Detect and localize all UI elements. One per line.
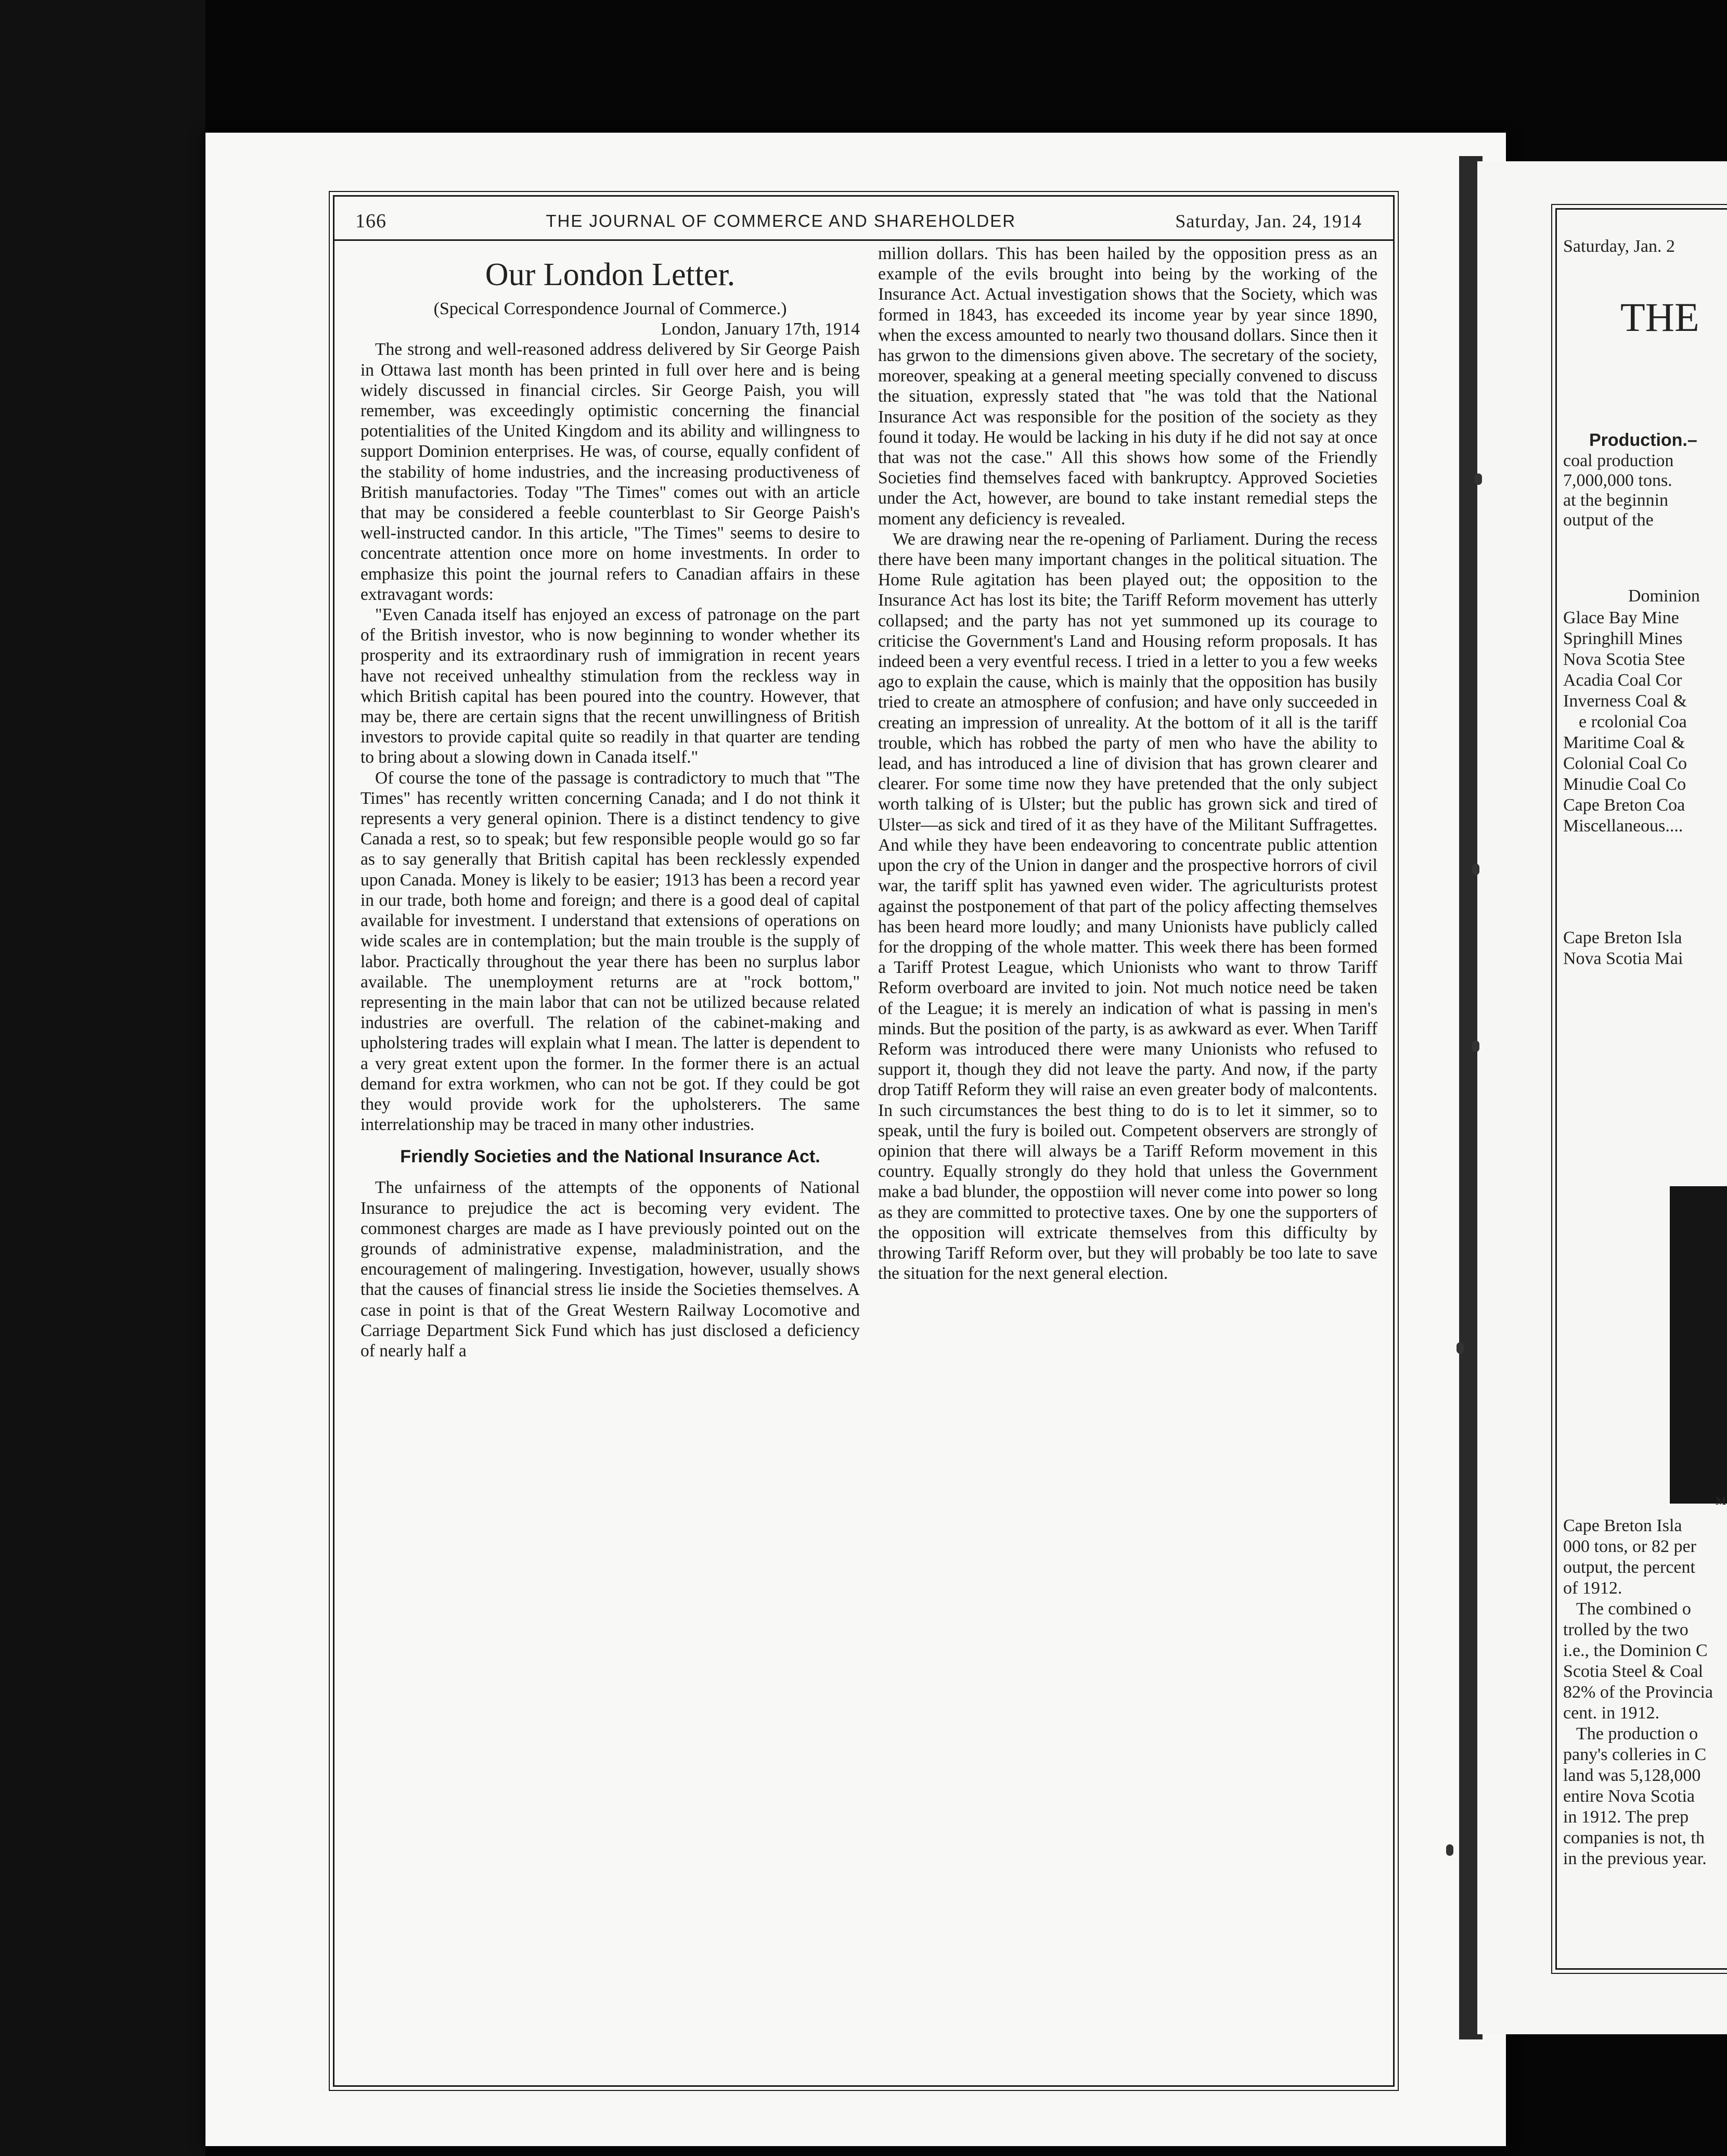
adjacent-table-line: Minudie Coal Co bbox=[1563, 775, 1686, 794]
adjacent-line: at the beginnin bbox=[1563, 491, 1669, 510]
right-column bbox=[878, 243, 1377, 1284]
scanner-margin bbox=[0, 0, 205, 2156]
page-header bbox=[334, 203, 1393, 241]
article-byline: (Specical Correspondence Journal of Commerce.) bbox=[433, 299, 787, 318]
adjacent-line: entire Nova Scotia bbox=[1563, 1787, 1695, 1806]
adjacent-line: Scotia Steel & Coal bbox=[1563, 1662, 1704, 1681]
left-column bbox=[360, 254, 860, 1361]
adjacent-table-line: Dominion bbox=[1628, 586, 1700, 606]
adjacent-line: The production o bbox=[1576, 1724, 1698, 1743]
adjacent-line: Production.– bbox=[1589, 430, 1697, 450]
newspaper-page bbox=[205, 133, 1506, 2146]
article-paragraph: The strong and well-reasoned address delivered by Sir George Paish in Ottawa last month has been printed in full over here and is being widely discussed in financial circles. Sir George Paish, you will remember, was exceedingly optimistic concerning the financial potentialities of the United Kingdom and its ability and willingness to support Dominion enterprises. He was, of course, equally confident of the stability of home industries, and the increasing productiveness of British manufactories. Today "The Times" comes out with an article that may be considered a feeble counterblast to Sir George Paish's well-instructed candor. In this article, "The Times" seems to desire to concentrate attention once more on home investments. In order to emphasize this point the journal refers to Canadian affairs in these extravagant words: bbox=[360, 340, 860, 604]
adjacent-line: cent. in 1912. bbox=[1563, 1703, 1660, 1723]
binding-hole bbox=[1472, 1041, 1479, 1052]
adjacent-table-line: e rcolonial Coa bbox=[1579, 712, 1687, 732]
issue-date: Saturday, Jan. 24, 1914 bbox=[1175, 211, 1362, 232]
adjacent-line: 82% of the Provincia bbox=[1563, 1683, 1713, 1702]
article-dateline: London, January 17th, 1914 bbox=[661, 319, 860, 339]
article-paragraph: The unfairness of the attempts of the opponents of National Insurance to prejudice the act is becoming very evident. The commonest charges are made as I have previously pointed out on the grounds of administrative expense, maladministration, and the encouragement of malingering. Investigation, however, usually shows that the causes of financial stress lie inside the Societies themselves. A case in point is that of the Great Western Railway Locomotive and Carriage Department Sick Fund which has just disclosed a deficiency of nearly half a bbox=[360, 1178, 860, 1361]
article-quote: "Even Canada itself has enjoyed an excess of patronage on the part of the British investor, who is now beginning to wonder whether its prosperity and its extraordinary rush of immigration in recent years have not received unhealthy stimulation from the reckless way in which British capital has been poured into the country. However, that may be, there are certain signs that the recent unwillingness of British investors to provide capital quite so readily in that quarter are tending to bring about a slowing down in Canada itself." bbox=[360, 605, 860, 767]
adjacent-line: companies is not, th bbox=[1563, 1828, 1705, 1847]
adjacent-table-line: Springhill Mines bbox=[1563, 629, 1683, 648]
adjacent-line: i.e., the Dominion C bbox=[1563, 1641, 1708, 1660]
adjacent-table-line: Colonial Coal Co bbox=[1563, 754, 1687, 773]
adjacent-table-line: Glace Bay Mine bbox=[1563, 608, 1679, 627]
adjacent-line: 000 tons, or 82 per bbox=[1563, 1537, 1696, 1556]
page-border bbox=[333, 195, 1395, 2087]
adjacent-table-line: Maritime Coal & bbox=[1563, 733, 1685, 752]
adjacent-table-line: Cape Breton Coa bbox=[1563, 795, 1685, 815]
adjacent-line: in 1912. The prep bbox=[1563, 1807, 1689, 1827]
adjacent-table-line: Inverness Coal & bbox=[1563, 691, 1687, 711]
adjacent-line: output, the percent bbox=[1563, 1558, 1695, 1577]
adjacent-table-line: Nova Scotia Stee bbox=[1563, 650, 1685, 669]
adjacent-line: of 1912. bbox=[1563, 1578, 1622, 1598]
adjacent-line: 7,000,000 tons. bbox=[1563, 471, 1672, 490]
binding-hole bbox=[1446, 1844, 1453, 1856]
binding-hole bbox=[1475, 473, 1482, 485]
adjacent-line: output of the bbox=[1563, 510, 1654, 530]
adjacent-line: pany's colleries in C bbox=[1563, 1745, 1707, 1764]
adjacent-page-title: THE bbox=[1620, 294, 1699, 340]
adjacent-line: Cape Breton Isla bbox=[1563, 1516, 1682, 1535]
adjacent-line: Nova Scotia Mai bbox=[1563, 949, 1683, 968]
adjacent-table-line: Miscellaneous.... bbox=[1563, 816, 1683, 836]
adjacent-line: land was 5,128,000 bbox=[1563, 1766, 1701, 1785]
article-paragraph: We are drawing near the re-opening of Parliament. During the recess there have been many important changes in the political situation. The Home Rule agitation has been played out; the opposition to the Insurance Act has lost its bite; the Tariff Reform movement has utterly collapsed; and the party has not yet summoned up its courage to criticise the Government's Land and Housing reform proposals. It has indeed been a very eventful recess. I tried in a letter to you a few weeks ago to explain the cause, which is mainly that the opposition has busily tried to create an atmosphere of confusion; and have only succeeded in creating an impression of unreality. At the bottom of it all is the tariff trouble, which has robbed the party of men who have the ability to lead, and has introduced a line of division that has grown clearer and clearer. For some time now they have pretended that the only subject worth talking of is Ulster; but the public has grown sick and tired of Ulster—as sick and tired of it as they have of the Militant Suffragettes. And while they have been endeavoring to concentrate public attention upon the cry of the Union in danger and the prospective horrors of civil war, the tariff split has yawned even wider. The agriculturists protest against the postponement of that part of the policy affecting themselves has been heard more loudly; and many Unionists have publicly called for the dropping of the whole matter. This week there has been formed a Tariff Protest League, which Unionists who want to throw Tariff Reform overboard are invited to join. Not much notice need be taken of the League; it is merely an indication of what is passing in men's minds. But the position of the party, is as awkward as ever. When Tariff Reform was introduced there were many Unionists who refused to support it, though they did not leave the party. And now, if the party drop Tatiff Reform they will raise an even greater body of malcontents. In such circumstances the best thing to do is to let it simmer, so to speak, until the fury is boiled out. Competent observers are strongly of opinion that there will always be a Tariff Reform movement in this country. Equally strongly do they hold that unless the Government make a bad blunder, the oppostiion will never come into power so long as they are committed to protective taxes. One by one the supporters of the opposition will extricate themselves from this difficulty by throwing Tariff Reform over, but they will probably be too late to save the situation for the next general election. bbox=[878, 529, 1377, 1284]
adjacent-line: Cape Breton Isla bbox=[1563, 928, 1682, 947]
adjacent-page-photo bbox=[1670, 1186, 1727, 1504]
publication-title: THE JOURNAL OF COMMERCE AND SHAREHOLDER bbox=[546, 211, 1016, 230]
adjacent-page-header: Saturday, Jan. 2 bbox=[1563, 237, 1675, 256]
adjacent-line: The combined o bbox=[1576, 1599, 1691, 1619]
binding-hole bbox=[1472, 864, 1479, 875]
adjacent-line: trolled by the two bbox=[1563, 1620, 1689, 1639]
adjacent-table-line: Acadia Coal Cor bbox=[1563, 671, 1682, 690]
article-paragraph: million dollars. This has been hailed by the opposition press as an example of the evils brought into being by the working of the Insurance Act. Actual investigation shows that the Society, which was formed in 1843, has exceeded its income year by year since 1890, when the excess amounted to nearly two thousand dollars. Since then it has grwon to the dimensions given above. The secretary of the society, moreover, speaking at a general meeting specially convened to discuss the situation, expressly stated that "he was told that the National Insurance Act was responsible for the position of the society as they found it today. He would be lacking in his duty if he did not say at once that was not the case." All this shows how some of the Friendly Societies find themselves faced with bankruptcy. Approved Societies under the Act, however, are bound to take instant remedial steps the moment any deficiency is revealed. bbox=[878, 244, 1377, 529]
page-number: 166 bbox=[355, 210, 386, 232]
adjacent-line: coal production bbox=[1563, 451, 1674, 470]
article-title: Our London Letter. bbox=[485, 257, 736, 292]
binding-hole bbox=[1457, 1342, 1464, 1354]
photo-caption: M bbox=[1716, 1494, 1726, 1507]
adjacent-line: in the previous year. bbox=[1563, 1849, 1707, 1868]
section-subheading: Friendly Societies and the National Insurance Act. bbox=[400, 1147, 820, 1167]
article-paragraph: Of course the tone of the passage is contradictory to much that "The Times" has recently written concerning Canada; and I do not think it represents a very general opinion. There is a distinct tendency to give Canada a rest, so to speak; but few responsible people would go so far as to say generally that British capital has been recklessly expended upon Canada. Money is likely to be easier; 1913 has been a record year in our trade, both home and foreign; and there is a good deal of capital available for investment. I understand that extensions of operations on wide scales are in contemplation; but the main trouble is the supply of labor. Practically throughout the year there has been no surplus labor available. The unemployment returns are at "rock bottom," representing in the main labor that can not be utilized because related industries are overfull. The relation of the cabinet-making and upholstering trades will explain what I mean. The latter is dependent to a very great extent upon the former. In the former there is an actual demand for extra workmen, who can not be got. If they could be got they would provide work for the upholsterers. The same interrelationship may be traced in many other industries. bbox=[360, 768, 860, 1135]
